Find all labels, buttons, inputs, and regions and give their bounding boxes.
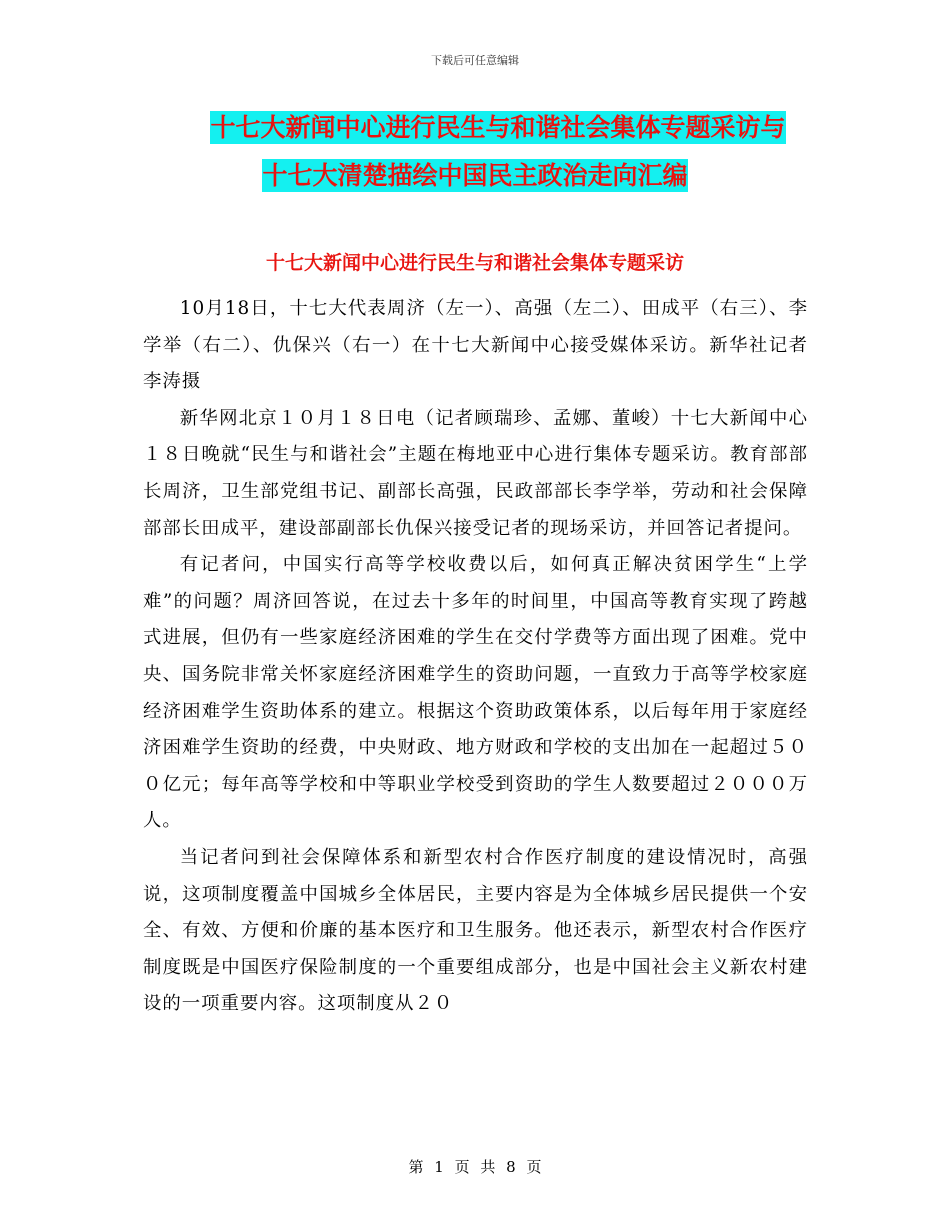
article-body — [143, 291, 808, 1023]
title-line-1-text: 十七大新闻中心进行民生与和谐社会集体专题采访与 — [210, 113, 786, 142]
page-footer: 第 1 页 共 8 页 — [408, 1158, 542, 1176]
paragraph: 当记者问到社会保障体系和新型农村合作医疗制度的建设情况时，高强说，这项制度覆盖中国城乡全体居民，主要内容是为全体城乡居民提供一个安全、有效、方便和价廉的基本医疗和卫生服务。他还表示，新型农村合作医疗制度既是中国医疗保险制度的一个重要组成部分，也是中国社会主义新农村建设的一项重要内容。这项制度从２０ — [143, 846, 808, 1015]
section-title: 十七大新闻中心进行民生与和谐社会集体专题采访 — [265, 252, 684, 274]
paragraph: 有记者问，中国实行高等学校收费以后，如何真正解决贫困学生“上学难”的问题？周济回答说，在过去十多年的时间里，中国高等教育实现了跨越式进展，但仍有一些家庭经济困难的学生在交付学费等方面出现了困难。党中央、国务院非常关怀家庭经济困难学生的资助问题，一直致力于高等学校家庭经济困难学生资助体系的建立。根据这个资助政策体系，以后每年用于家庭经济困难学生资助的经费，中央财政、地方财政和学校的支出加在一起超过５００亿元；每年高等学校和中等职业学校受到资助的学生人数要超过２０００万人。 — [143, 554, 808, 832]
document-title-line-2 — [0, 156, 950, 196]
header-note: 下载后可任意编辑 — [431, 54, 519, 67]
document-title-line-1 — [0, 108, 950, 148]
paragraph: 10月18日，十七大代表周济（左一）、高强（左二）、田成平（右三）、李学举（右二）、仇保兴（右一）在十七大新闻中心接受媒体采访。新华社记者李涛摄 — [143, 298, 808, 393]
title-line-2-text: 十七大清楚描绘中国民主政治走向汇编 — [262, 161, 688, 190]
paragraph: 新华网北京１０月１８日电（记者顾瑞珍、孟娜、董峻）十七大新闻中心１８日晚就“民生与和谐社会”主题在梅地亚中心进行集体专题采访。教育部部长周济，卫生部党组书记、副部长高强，民政部部长李学举，劳动和社会保障部部长田成平，建设部副部长仇保兴接受记者的现场采访，并回答记者提问。 — [143, 407, 808, 539]
